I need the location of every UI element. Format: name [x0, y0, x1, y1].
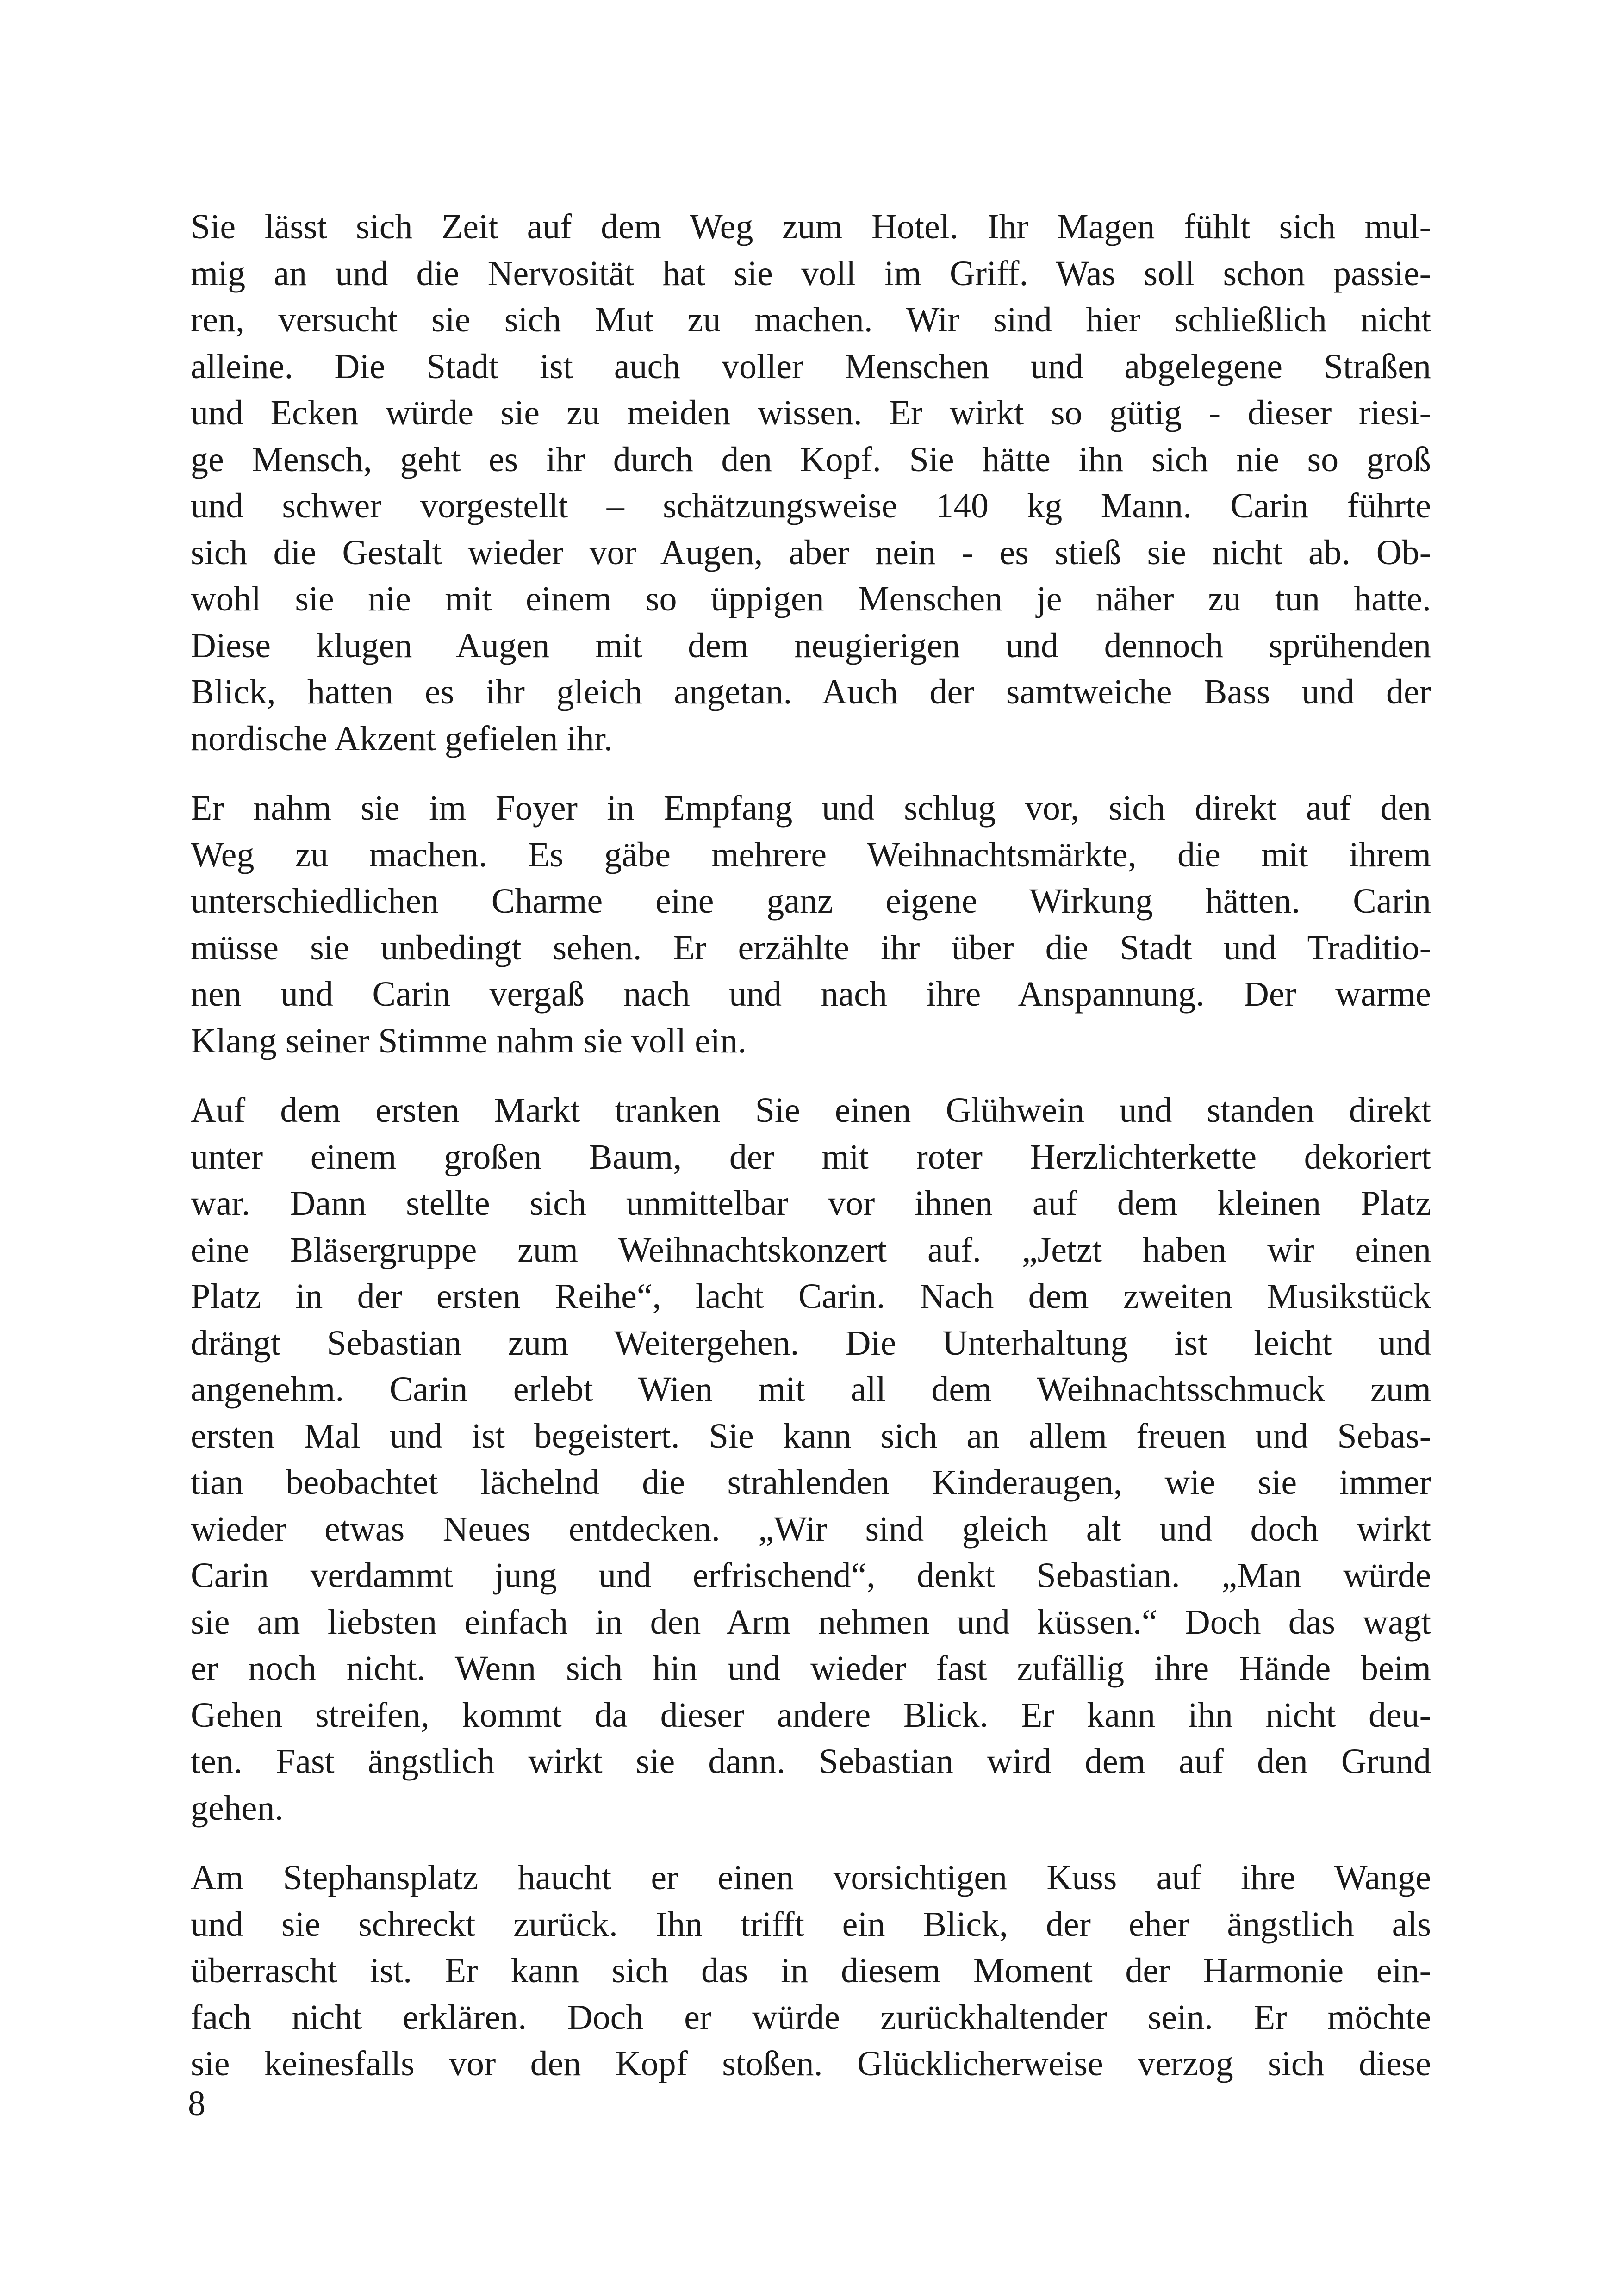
text-line: nen und Carin vergaß nach und nach ihre Anspannung. Der warme [191, 975, 1431, 1014]
text-line: war. Dann stellte sich unmittelbar vor ihnen auf dem kleinen Platz [191, 1184, 1431, 1223]
text-line: wohl sie nie mit einem so üppigen Menschen je näher zu tun hatte. [191, 579, 1431, 618]
text-line: und sie schreckt zurück. Ihn trifft ein Blick, der eher ängstlich als [191, 1904, 1431, 1944]
text-line: ge Mensch, geht es ihr durch den Kopf. Sie hätte ihn sich nie so groß [191, 440, 1431, 479]
text-line: und Ecken würde sie zu meiden wissen. Er wirkt so gütig - dieser riesi- [191, 393, 1431, 432]
text-line: Am Stephansplatz haucht er einen vorsichtigen Kuss auf ihre Wange [191, 1858, 1431, 1897]
text-line: Sie lässt sich Zeit auf dem Weg zum Hotel. Ihr Magen fühlt sich mul- [191, 207, 1431, 246]
text-line: müsse sie unbedingt sehen. Er erzählte ihr über die Stadt und Traditio- [191, 928, 1431, 967]
text-line: Diese klugen Augen mit dem neugierigen und dennoch sprühenden [191, 626, 1431, 665]
text-line: wieder etwas Neues entdecken. „Wir sind gleich alt und doch wirkt [191, 1509, 1431, 1549]
paragraph-1 [191, 204, 1431, 762]
text-line: tian beobachtet lächelnd die strahlenden Kinderaugen, wie sie immer [191, 1463, 1431, 1502]
text-line: Blick, hatten es ihr gleich angetan. Auch der samtweiche Bass und der [191, 672, 1431, 711]
text-line: fach nicht erklären. Doch er würde zurückhaltender sein. Er möchte [191, 1997, 1431, 2037]
page-number: 8 [188, 2084, 205, 2123]
text-line: Gehen streifen, kommt da dieser andere Blick. Er kann ihn nicht deu- [191, 1695, 1431, 1735]
paragraph-4 [191, 1854, 1431, 2087]
text-line: nordische Akzent gefielen ihr. [191, 719, 613, 758]
text-line: Klang seiner Stimme nahm sie voll ein. [191, 1021, 747, 1060]
text-line: Platz in der ersten Reihe“, lacht Carin. Nach dem zweiten Musikstück [191, 1277, 1431, 1316]
text-line: gehen. [191, 1788, 284, 1828]
text-line: Weg zu machen. Es gäbe mehrere Weihnachtsmärkte, die mit ihrem [191, 835, 1431, 874]
text-line: ten. Fast ängstlich wirkt sie dann. Sebastian wird dem auf den Grund [191, 1742, 1431, 1781]
paragraph-2 [191, 785, 1431, 1064]
text-line: und schwer vorgestellt – schätzungsweise 140 kg Mann. Carin führte [191, 486, 1431, 525]
text-line: überrascht ist. Er kann sich das in diesem Moment der Harmonie ein- [191, 1951, 1431, 1990]
text-line: unter einem großen Baum, der mit roter Herzlichterkette dekoriert [191, 1137, 1431, 1176]
text-line: ren, versucht sie sich Mut zu machen. Wir sind hier schließlich nicht [191, 300, 1431, 339]
text-line: mig an und die Nervosität hat sie voll im Griff. Was soll schon passie- [191, 254, 1431, 293]
text-line: ersten Mal und ist begeistert. Sie kann sich an allem freuen und Sebas- [191, 1416, 1431, 1456]
text-line: sich die Gestalt wieder vor Augen, aber nein - es stieß sie nicht ab. Ob- [191, 533, 1431, 572]
body-text [191, 204, 1431, 2110]
text-line: alleine. Die Stadt ist auch voller Menschen und abgelegene Straßen [191, 347, 1431, 386]
text-line: er noch nicht. Wenn sich hin und wieder fast zufällig ihre Hände beim [191, 1649, 1431, 1688]
paragraph-3 [191, 1087, 1431, 1831]
text-line: unterschiedlichen Charme eine ganz eigene Wirkung hätten. Carin [191, 882, 1431, 921]
text-line: Er nahm sie im Foyer in Empfang und schlug vor, sich direkt auf den [191, 789, 1431, 828]
text-line: sie am liebsten einfach in den Arm nehmen und küssen.“ Doch das wagt [191, 1602, 1431, 1642]
text-line: eine Bläsergruppe zum Weihnachtskonzert auf. „Jetzt haben wir einen [191, 1230, 1431, 1269]
text-line: drängt Sebastian zum Weitergehen. Die Unterhaltung ist leicht und [191, 1323, 1431, 1363]
text-line: angenehm. Carin erlebt Wien mit all dem Weihnachtsschmuck zum [191, 1370, 1431, 1409]
text-line: sie keinesfalls vor den Kopf stoßen. Glücklicherweise verzog sich diese [191, 2044, 1431, 2083]
text-line: Carin verdammt jung und erfrischend“, denkt Sebastian. „Man würde [191, 1556, 1431, 1595]
text-line: Auf dem ersten Markt tranken Sie einen Glühwein und standen direkt [191, 1091, 1431, 1130]
